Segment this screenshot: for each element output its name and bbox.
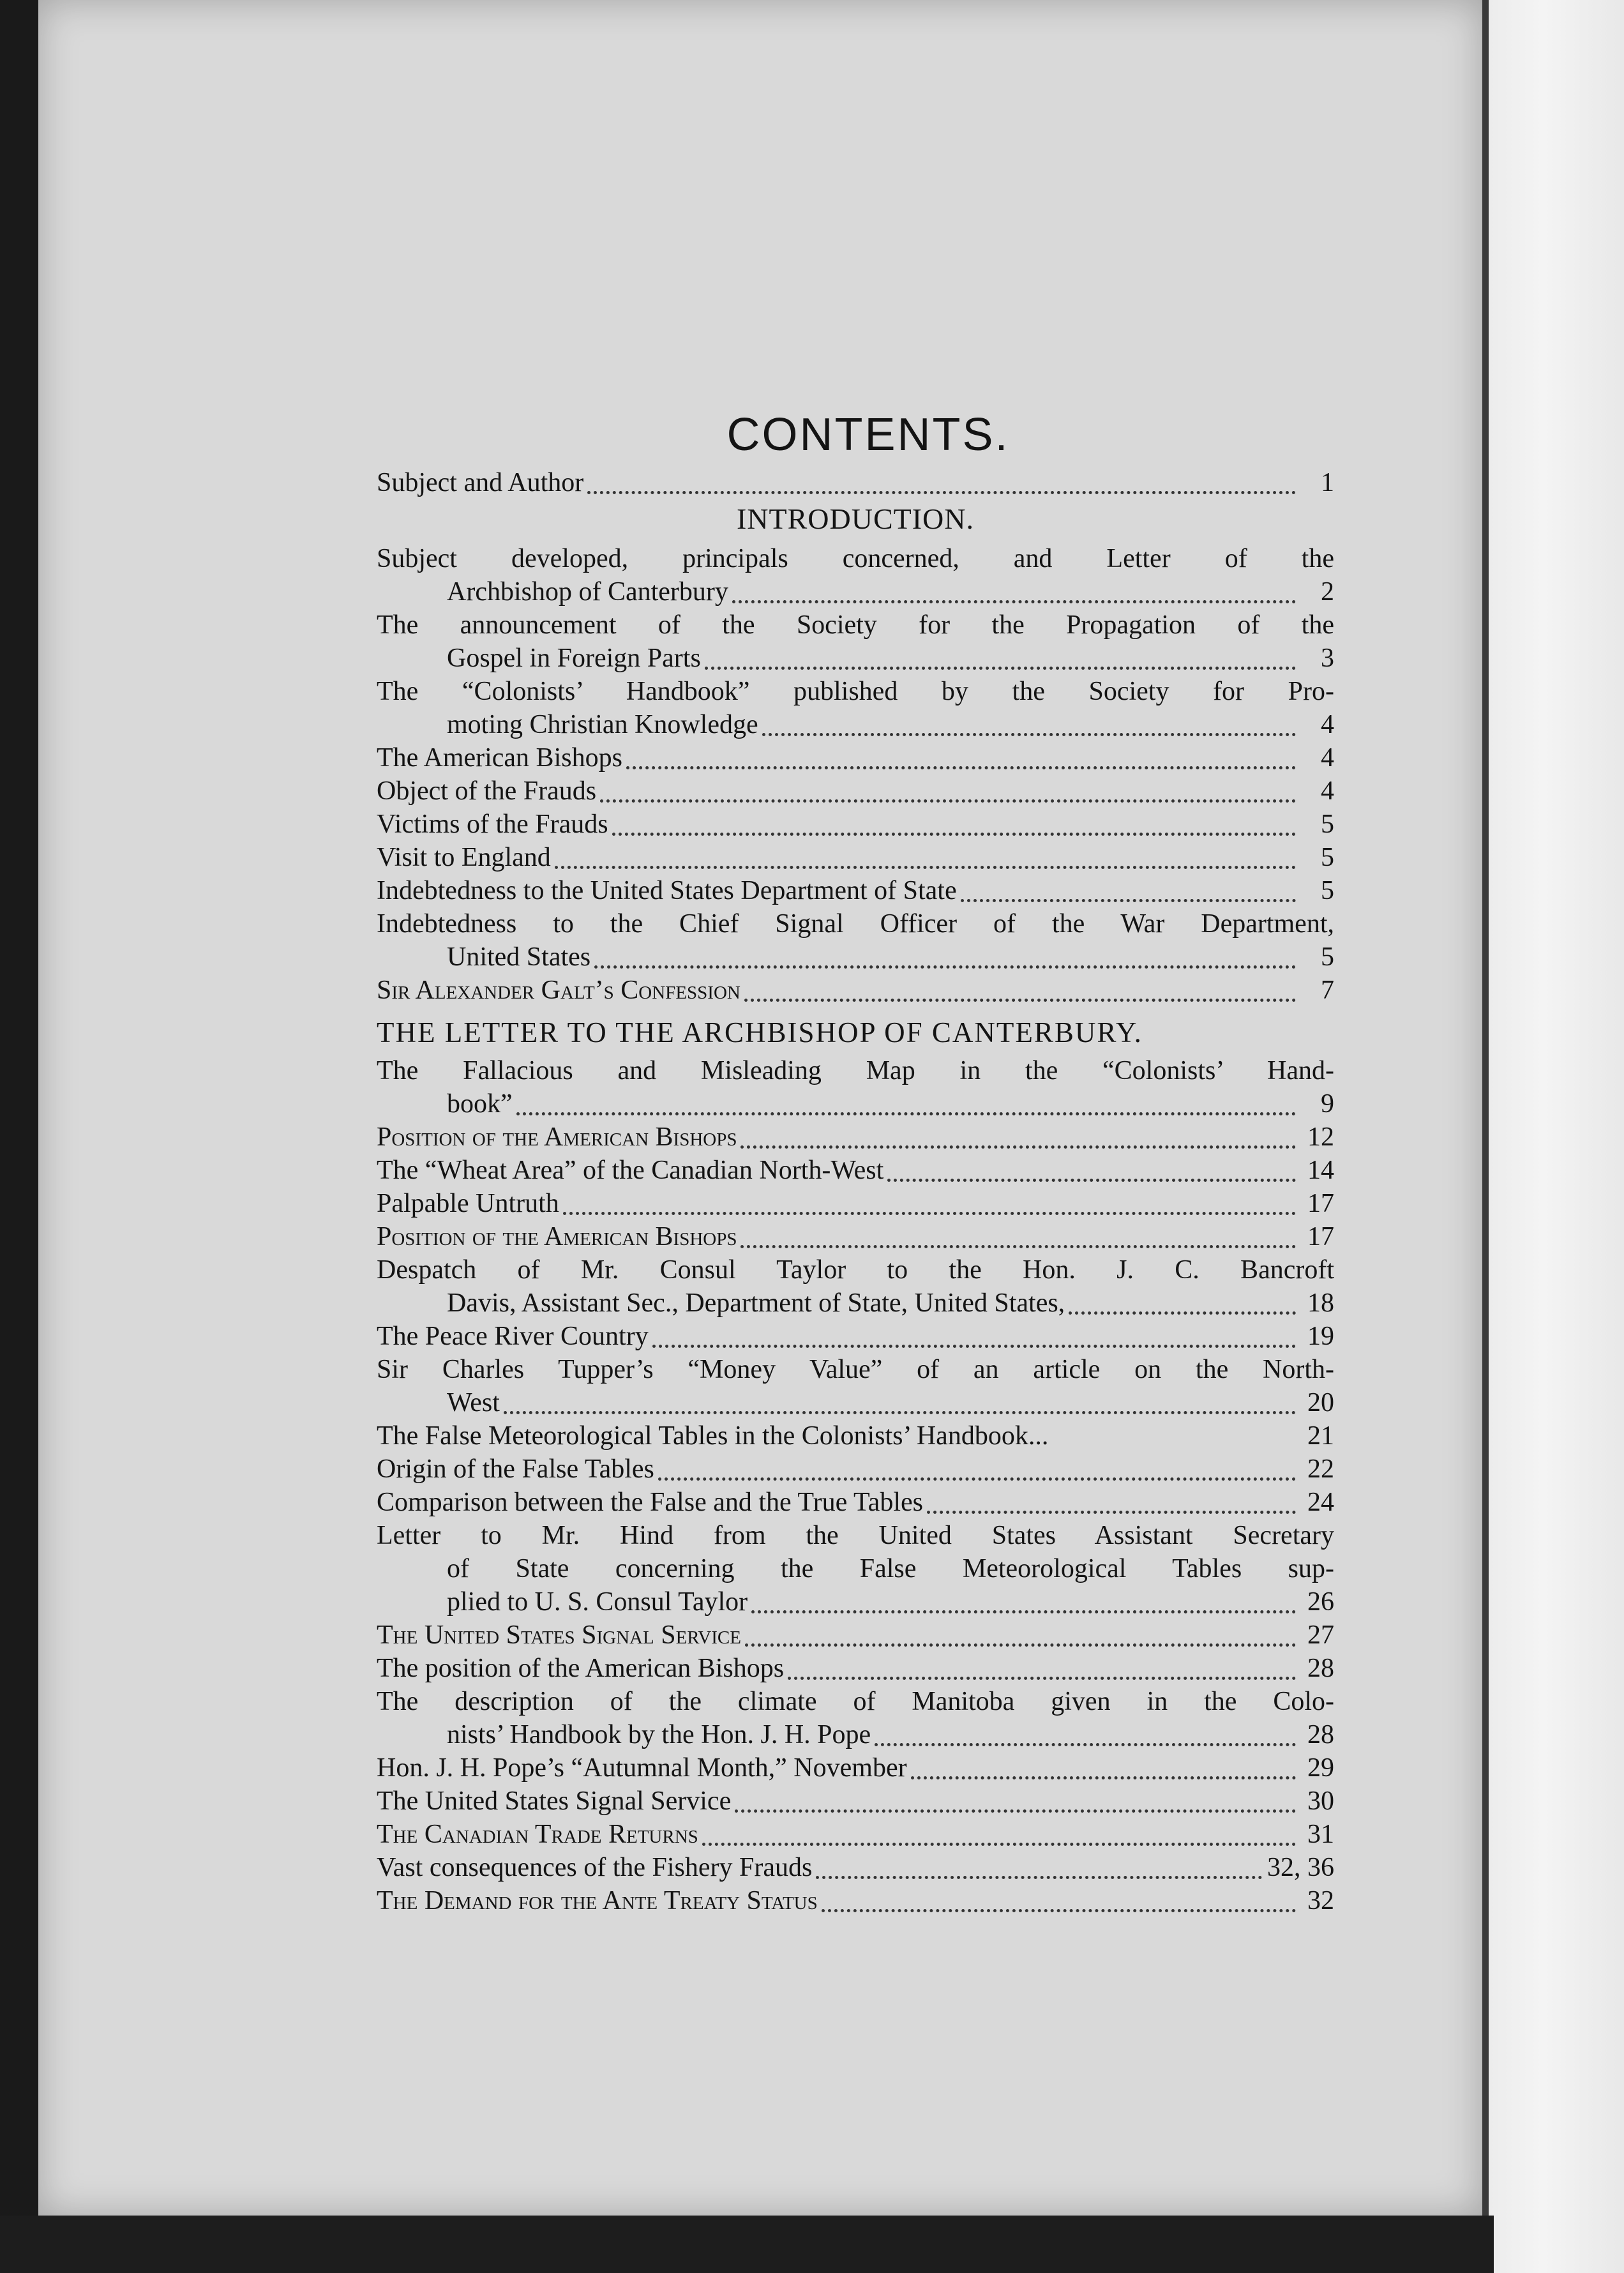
leader-dots <box>911 1763 1296 1779</box>
toc-entry-text-cont: plied to U. S. Consul Taylor <box>447 1587 748 1617</box>
toc-entry-text: The Peace River Country <box>377 1322 649 1351</box>
scan-bottom-shadow <box>0 2216 1494 2273</box>
leader-dots <box>927 1498 1296 1514</box>
document-page <box>38 0 1489 2216</box>
toc-page-number: 3 <box>1321 644 1334 673</box>
toc-page-number: 32 <box>1307 1886 1334 1915</box>
toc-entry-text: The False Meteorological Tables in the Colonists’ Handbook... <box>377 1421 1049 1451</box>
section-heading-letter: THE LETTER TO THE ARCHBISHOP OF CANTERBURY. <box>377 1016 1143 1048</box>
toc-page-number: 28 <box>1307 1654 1334 1683</box>
toc-page-number: 30 <box>1307 1786 1334 1816</box>
toc-entry <box>377 1818 1334 1851</box>
toc-page-number: 32, 36 <box>1267 1853 1334 1882</box>
toc-entry-text: Origin of the False Tables <box>377 1454 654 1484</box>
toc-entry <box>377 608 1334 675</box>
toc-entry-text: The Fallacious and Misleading Map in the “Colonists’ Hand- <box>377 1056 1334 1085</box>
toc-entry-text: Visit to England <box>377 843 551 872</box>
toc-entry <box>377 774 1334 808</box>
toc-page-number: 9 <box>1321 1089 1334 1119</box>
toc-entry-text-cont: Archbishop of Canterbury <box>447 577 728 607</box>
toc-page-number: 1 <box>1321 468 1334 497</box>
leader-dots <box>702 1830 1296 1846</box>
toc-entry <box>377 741 1334 774</box>
toc-entry <box>377 907 1334 974</box>
toc-entry-text: Indebtedness to the United States Department of State <box>377 876 957 905</box>
leader-dots <box>705 654 1296 670</box>
toc-entry-text: The “Colonists’ Handbook” published by the Society for Pro- <box>377 677 1334 706</box>
leader-dots <box>658 1465 1296 1481</box>
leader-dots <box>555 853 1296 869</box>
toc-entry-text: The description of the climate of Manitoba given in the Colo- <box>377 1687 1334 1716</box>
toc-entry <box>377 466 1334 499</box>
toc-entry <box>377 1751 1334 1785</box>
toc-entry-text: The “Wheat Area” of the Canadian North-West <box>377 1156 884 1185</box>
leader-dots <box>822 1896 1296 1912</box>
toc-page-number: 19 <box>1307 1322 1334 1351</box>
toc-entry <box>377 1220 1334 1253</box>
toc-entry <box>377 808 1334 841</box>
toc-entry <box>377 1419 1334 1453</box>
leader-dots <box>612 820 1296 836</box>
toc-page-number: 22 <box>1307 1454 1334 1484</box>
adjacent-page-edge <box>1489 0 1624 2273</box>
leader-dots <box>887 1166 1296 1182</box>
toc-page-number: 7 <box>1321 976 1334 1005</box>
leader-dots <box>1069 1299 1296 1315</box>
toc-entry-text: The Demand for the Ante Treaty Status <box>377 1886 818 1915</box>
toc-page-number: 17 <box>1307 1189 1334 1218</box>
leader-dots <box>652 1332 1296 1348</box>
leader-dots <box>762 720 1296 736</box>
toc-entry <box>377 1851 1334 1884</box>
toc-entry-text-cont: moting Christian Knowledge <box>447 710 758 739</box>
toc-entry <box>377 1685 1334 1751</box>
leader-dots <box>961 886 1296 902</box>
toc-page-number: 20 <box>1307 1388 1334 1417</box>
toc-entry-text: The United States Signal Service <box>377 1786 732 1816</box>
toc-entry-text: Letter to Mr. Hind from the United States Assistant Secretary <box>377 1521 1334 1550</box>
leader-dots <box>594 953 1296 969</box>
toc-entry <box>377 1154 1334 1187</box>
leader-dots <box>600 787 1296 803</box>
toc-page-number: 12 <box>1307 1122 1334 1152</box>
toc-entry-text: The American Bishops <box>377 743 622 773</box>
toc-page-number: 29 <box>1307 1753 1334 1783</box>
toc-entry-text: The announcement of the Society for the Propagation of the <box>377 610 1334 640</box>
leader-dots <box>1052 1435 1296 1447</box>
toc-entry-text: Indebtedness to the Chief Signal Officer of the War Department, <box>377 909 1334 939</box>
toc-entry <box>377 974 1334 1007</box>
leader-dots <box>732 587 1296 603</box>
toc-entry-text-cont: Davis, Assistant Sec., Department of State, United States, <box>447 1288 1065 1318</box>
leader-dots <box>587 478 1296 494</box>
toc-entry <box>377 1187 1334 1220</box>
toc-page-number: 26 <box>1307 1587 1334 1617</box>
toc-entry-text: Object of the Frauds <box>377 776 597 806</box>
toc-entry <box>377 1619 1334 1652</box>
toc-entry-text-cont: United States <box>447 942 591 972</box>
leader-dots <box>741 1232 1296 1248</box>
toc-entry <box>377 1486 1334 1519</box>
toc-entry <box>377 1253 1334 1320</box>
toc-entry <box>377 1785 1334 1818</box>
section-heading-introduction: INTRODUCTION. <box>736 502 974 535</box>
toc-entry <box>377 1884 1334 1917</box>
toc-entry <box>377 1453 1334 1486</box>
toc-page-number: 4 <box>1321 743 1334 773</box>
toc-entry-text: Comparison between the False and the True Tables <box>377 1488 923 1517</box>
toc-page-number: 21 <box>1307 1421 1334 1451</box>
toc-page-number: 28 <box>1307 1720 1334 1749</box>
toc-entry <box>377 1054 1334 1121</box>
toc-page-number: 4 <box>1321 776 1334 806</box>
toc-entry-text: Sir Alexander Galt’s Confession <box>377 976 741 1005</box>
toc-page-number: 27 <box>1307 1620 1334 1650</box>
leader-dots <box>744 986 1296 1002</box>
toc-entry-text-cont: Gospel in Foreign Parts <box>447 644 701 673</box>
toc-page-number: 5 <box>1321 942 1334 972</box>
table-of-contents <box>377 409 1334 1917</box>
toc-page-number: 4 <box>1321 710 1334 739</box>
toc-page-number: 17 <box>1307 1222 1334 1251</box>
toc-entry-text: Sir Charles Tupper’s “Money Value” of an article on the North- <box>377 1355 1334 1384</box>
leader-dots <box>788 1664 1296 1680</box>
toc-page-number: 2 <box>1321 577 1334 607</box>
toc-entry-text: Victims of the Frauds <box>377 810 608 839</box>
toc-page-number: 31 <box>1307 1820 1334 1849</box>
page-title: CONTENTS. <box>726 409 1010 460</box>
toc-entry <box>377 1121 1334 1154</box>
toc-entry <box>377 1353 1334 1419</box>
toc-entry <box>377 1320 1334 1353</box>
toc-entry-text-cont: book” <box>447 1089 513 1119</box>
toc-entry <box>377 874 1334 907</box>
toc-entry-text: Subject developed, principals concerned, and Letter of the <box>377 544 1334 573</box>
toc-entry-text: Palpable Untruth <box>377 1189 559 1218</box>
toc-page-number: 5 <box>1321 810 1334 839</box>
leader-dots <box>735 1797 1296 1813</box>
toc-entry-text: Subject and Author <box>377 468 584 497</box>
toc-page-number: 5 <box>1321 876 1334 905</box>
toc-entry <box>377 675 1334 741</box>
toc-entry-text: Vast consequences of the Fishery Frauds <box>377 1853 813 1882</box>
toc-entry <box>377 1519 1334 1619</box>
leader-dots <box>626 753 1296 769</box>
toc-page-number: 14 <box>1307 1156 1334 1185</box>
leader-dots <box>563 1199 1296 1215</box>
leader-dots <box>875 1730 1296 1746</box>
toc-entry <box>377 542 1334 608</box>
leader-dots <box>745 1631 1296 1647</box>
toc-entry-text: The United States Signal Service <box>377 1620 741 1650</box>
toc-page-number: 24 <box>1307 1488 1334 1517</box>
leader-dots <box>504 1398 1296 1414</box>
toc-entry-text: Position of the American Bishops <box>377 1122 737 1152</box>
leader-dots <box>516 1099 1296 1115</box>
toc-page-number: 5 <box>1321 843 1334 872</box>
toc-entry <box>377 841 1334 874</box>
leader-dots <box>741 1133 1296 1149</box>
toc-entry-text-cont: West <box>447 1388 500 1417</box>
toc-entry <box>377 1652 1334 1685</box>
toc-entry-text: The position of the American Bishops <box>377 1654 785 1683</box>
toc-entry-text-cont: nists’ Handbook by the Hon. J. H. Pope <box>447 1720 871 1749</box>
toc-entry-text: The Canadian Trade Returns <box>377 1820 698 1849</box>
toc-entry-text: Despatch of Mr. Consul Taylor to the Hon. J. C. Bancroft <box>377 1255 1334 1285</box>
toc-entry-text: Hon. J. H. Pope’s “Autumnal Month,” November <box>377 1753 907 1783</box>
toc-entry-text-cont: of State concerning the False Meteorological Tables sup- <box>447 1554 1334 1583</box>
leader-dots <box>751 1597 1296 1613</box>
toc-entry-text: Position of the American Bishops <box>377 1222 737 1251</box>
toc-page-number: 18 <box>1307 1288 1334 1318</box>
leader-dots <box>816 1863 1262 1879</box>
